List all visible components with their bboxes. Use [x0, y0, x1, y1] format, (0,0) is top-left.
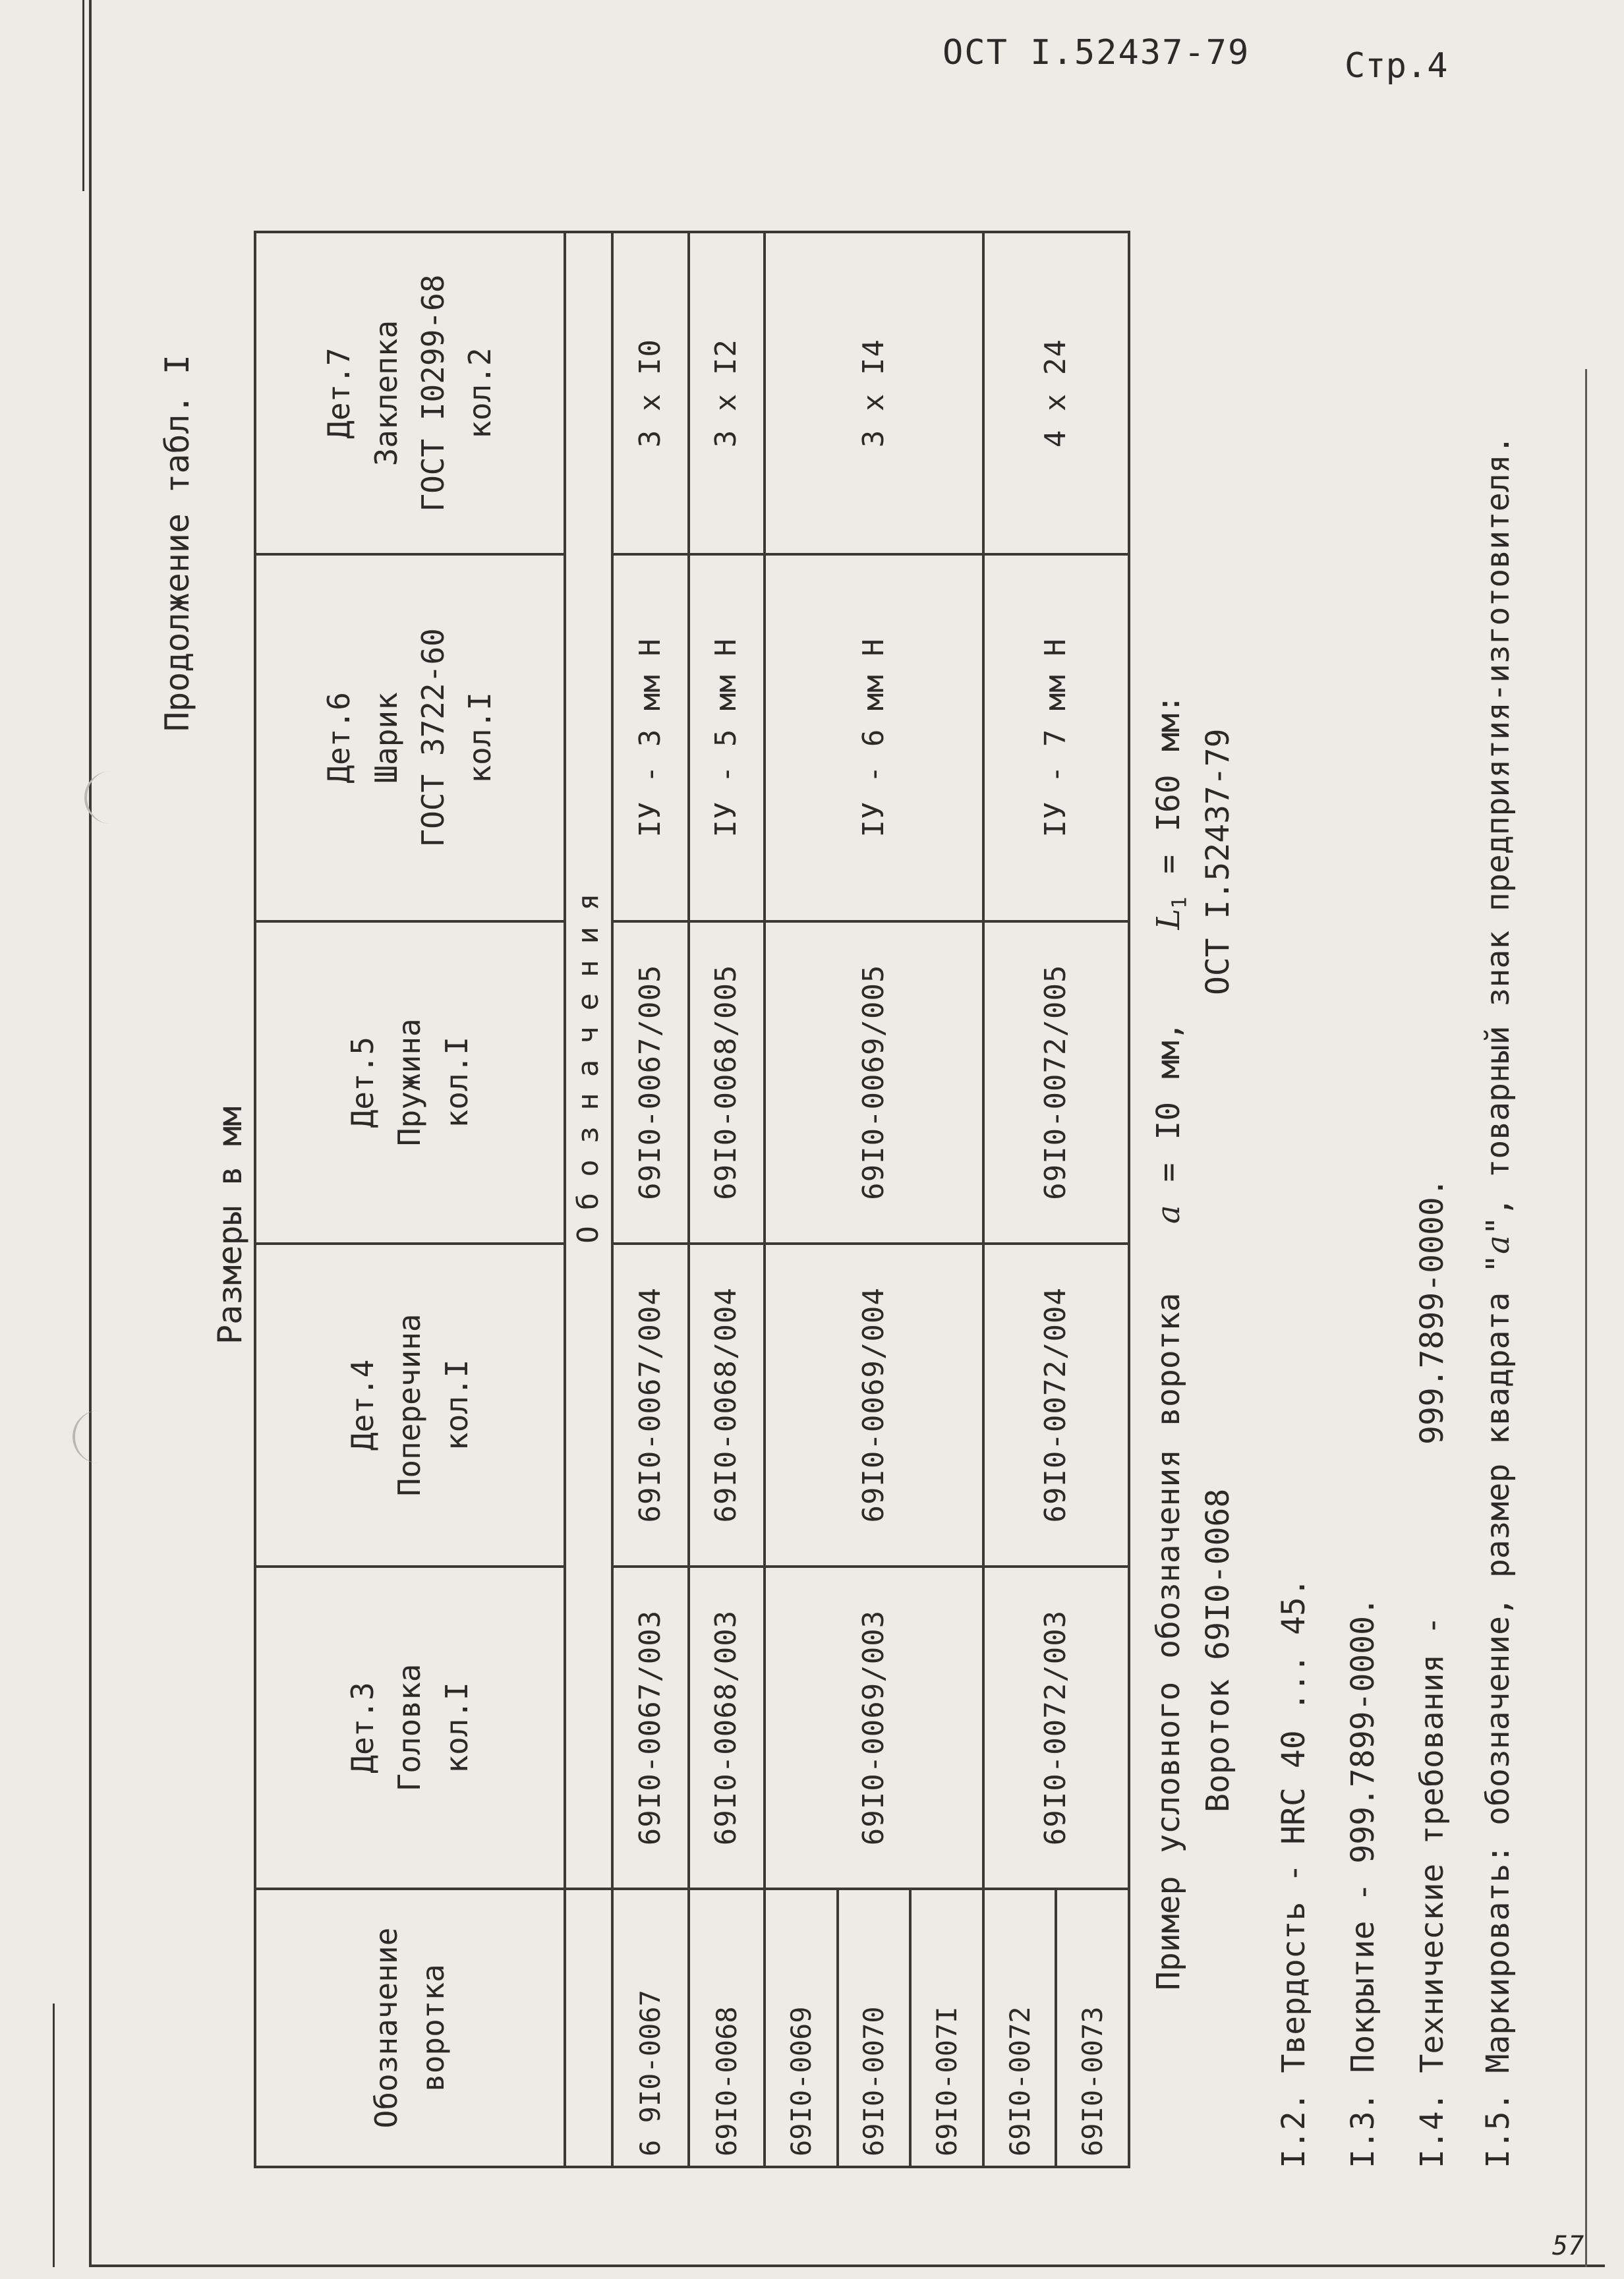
row-det4: 69I0-0069/004 — [765, 1244, 983, 1567]
example-line-2-name: Вороток 69I0-0068 — [1200, 1488, 1236, 1812]
row-det7: 3 x I2 — [689, 232, 765, 554]
row-det5: 69I0-0067/005 — [612, 921, 689, 1244]
table-row — [612, 232, 689, 2167]
table-subheader-row — [565, 232, 612, 2167]
l-subscript: 1 — [1168, 896, 1192, 909]
requirement-text: Технические требования - — [1414, 1615, 1451, 2073]
row-det3: 69I0-0067/003 — [612, 1567, 689, 1889]
subheader-label: Обозначения — [565, 232, 612, 1889]
margin-line — [82, 0, 84, 191]
header-cell-det5: Дет.5 Пружина кол.I — [255, 921, 565, 1244]
table-continuation-title: Продолжение табл. I — [158, 355, 196, 732]
row-code: 69I0-0072 — [983, 1889, 1057, 2167]
requirement-item — [1414, 1178, 1451, 2168]
table-row — [689, 232, 765, 2167]
parts-table — [254, 231, 1130, 2168]
requirement-text: Твердость - HRC 40 ... 45. — [1275, 1578, 1312, 2073]
table-header-row — [255, 232, 565, 2167]
page-number: 57 — [1552, 2231, 1584, 2261]
page-label: Стр.4 — [1345, 46, 1448, 86]
requirement-text-before: Маркировать: обозначение, размер квадрата " — [1480, 1254, 1517, 2073]
frame-left-line — [89, 0, 92, 2267]
example-prefix: Пример условного обозначения воротка — [1150, 1292, 1187, 1990]
row-code: 6 9I0-0067 — [612, 1889, 689, 2167]
requirement-value: 999.7899-0000. — [1414, 1178, 1451, 1445]
row-code: 69I0-0069 — [765, 1889, 838, 2167]
row-det3: 69I0-0069/003 — [765, 1567, 983, 1889]
a-symbol: a — [1480, 1235, 1517, 1254]
example-a-value: = I0 мм, — [1150, 1022, 1187, 1182]
header-cell-det3: Дет.3 Головка кол.I — [255, 1567, 565, 1889]
row-det7: 4 x 24 — [983, 232, 1129, 554]
row-det7: 3 x I4 — [765, 232, 983, 554]
row-det6: IУ - 6 мм Н — [765, 554, 983, 921]
header-cell-det7: Дет.7 Заклепка ГОСТ I0299-68 кол.2 — [255, 232, 565, 554]
requirement-text-after: ", товарный знак предприятия-изготовителя. — [1480, 435, 1517, 1236]
row-code: 69I0-0073 — [1056, 1889, 1129, 2167]
row-det6: IУ - 7 мм Н — [983, 554, 1129, 921]
row-det3: 69I0-0072/003 — [983, 1567, 1129, 1889]
header-cell-det4: Дет.4 Поперечина кол.I — [255, 1244, 565, 1567]
table-title-area — [158, 224, 204, 2168]
requirement-number: I.2. — [1275, 2092, 1312, 2168]
example-l-value: = I60 мм: — [1150, 694, 1187, 874]
row-det6: IУ - 3 мм Н — [612, 554, 689, 921]
punch-hole-mark — [72, 1410, 108, 1463]
row-det5: 69I0-0072/005 — [983, 921, 1129, 1244]
frame-right-line — [1585, 369, 1587, 2267]
frame-bottom-line — [89, 2265, 1605, 2267]
row-det4: 69I0-0067/004 — [612, 1244, 689, 1567]
row-code: 69I0-0068 — [689, 1889, 765, 2167]
row-code: 69I0-0070 — [838, 1889, 911, 2167]
requirement-text: Покрытие - 999.7899-0000. — [1345, 1597, 1381, 2073]
example-line-1 — [1150, 695, 1192, 1990]
header-cell-designation: Обозначение воротка — [255, 1889, 565, 2167]
a-symbol: a — [1150, 1205, 1187, 1224]
row-det3: 69I0-0068/003 — [689, 1567, 765, 1889]
requirement-number: I.5. — [1480, 2092, 1517, 2168]
row-det4: 69I0-0072/004 — [983, 1244, 1129, 1567]
row-det5: 69I0-0069/005 — [765, 921, 983, 1244]
table-row — [765, 232, 838, 2167]
row-det4: 69I0-0068/004 — [689, 1244, 765, 1567]
requirement-item — [1275, 1578, 1312, 2168]
row-det5: 69I0-0068/005 — [689, 921, 765, 1244]
table-row — [983, 232, 1057, 2167]
document-code: ОСТ I.52437-79 — [942, 33, 1250, 72]
l-symbol: L — [1150, 908, 1187, 930]
requirement-item — [1480, 436, 1517, 2169]
requirement-number: I.3. — [1345, 2092, 1381, 2168]
sizes-note: Размеры в мм — [211, 1106, 249, 1344]
row-det6: IУ - 5 мм Н — [689, 554, 765, 921]
requirement-item — [1345, 1597, 1381, 2168]
requirement-number: I.4. — [1414, 2092, 1451, 2168]
row-code: 69I0-007I — [910, 1889, 983, 2167]
rotated-content — [158, 224, 1522, 2168]
subheader-empty-cell — [565, 1889, 612, 2167]
margin-line — [53, 2004, 55, 2267]
example-line-2-standard: ОСТ I.52437-79 — [1200, 728, 1236, 995]
header-cell-det6: Дет.6 Шарик ГОСТ 3722-60 кол.I — [255, 554, 565, 921]
row-det7: 3 x I0 — [612, 232, 689, 554]
